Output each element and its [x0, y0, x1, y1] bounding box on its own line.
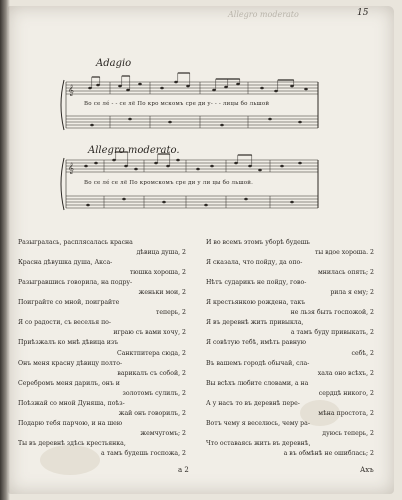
lyrics-line-2: Во се ле́ се лё По кромскомъ сре ди у ли цы бо льшой. — [84, 180, 254, 186]
verse-line: Нѣтъ сударикъ не пойду, гово- — [206, 279, 307, 287]
signature-mark: а 2 — [178, 466, 189, 474]
verse-line: мнилась опять; 2 — [317, 269, 374, 277]
verse-line: теперь, 2 — [155, 309, 186, 317]
verse-line: Онъ меня красну дѣвицу полто- — [18, 359, 123, 367]
verse-line: не льзя быть госпожой, 2 — [290, 309, 374, 317]
verse-line: женьки мои, 2 — [138, 289, 186, 297]
verse-line: ты вдое хороша. 2 — [314, 249, 374, 257]
staff-1-upper — [66, 82, 318, 94]
verse-line: Вотъ чему я веселюсь, чему ра- — [206, 419, 310, 427]
verse-line: дуюсь теперь, 2 — [322, 429, 374, 437]
page-number: 15 — [357, 8, 369, 18]
verse-line: Серебромъ меня дарилъ, онъ и — [18, 379, 120, 387]
verse-line: Поѣзжай со мной Дуняша, поѣз- — [18, 399, 125, 407]
verse-line: рила я ему; 2 — [330, 289, 374, 297]
verse-line: а тамъ будешь госпожа, 2 — [101, 449, 186, 457]
verse-line: Я совѣтую тебѣ, имѣть равную — [206, 339, 306, 347]
verse-line: Вы всѣхъ любите словами, а на — [206, 379, 309, 387]
verse-line: Ты въ деревнѣ здѣсь крестьянка, — [18, 439, 126, 447]
show-through-header: Allegro moderato — [228, 10, 299, 19]
svg-text:𝄞: 𝄞 — [68, 85, 74, 96]
verse-line: сердцѣ никого, 2 — [318, 389, 374, 397]
verse-line: тюшка хороша, 2 — [129, 269, 186, 277]
verse-line: варикалъ съ собой, 2 — [117, 369, 186, 377]
staff-1-lower — [66, 116, 318, 128]
verse-line: Санктпитера сюда, 2 — [116, 349, 186, 357]
verse-line: жемчугомъ; 2 — [140, 429, 186, 437]
verse-line: Разыгравшись говорила, на подру- — [18, 279, 133, 287]
verse-line: Разыгралась, расплясалась красна — [18, 239, 133, 246]
verse-line: Что оставаясь жить въ деревнѣ, — [206, 439, 311, 447]
verse-column-left — [18, 238, 188, 459]
verse-line: хала оно всѣхъ, 2 — [317, 369, 374, 377]
verse-line: а тамъ буду привыкать, 2 — [290, 329, 374, 337]
verse-line: Подарю тебя парчою, и на шею — [18, 419, 123, 427]
verse-line: Поиграйте со мной, поиграйте — [18, 299, 120, 307]
verse-line: Я сказала, что пойду, да опо- — [206, 259, 303, 267]
verse-line: Въ вашемъ городѣ обычай, сла- — [206, 359, 310, 367]
lyrics-line-1: Во се ле́ - - се лё По кро мскомъ сре ди у- - - лицы бо льшой — [84, 101, 270, 107]
tempo-marking-1: Adagio — [96, 58, 132, 69]
verse-line: золотомъ сулилъ, 2 — [122, 389, 186, 397]
verse-line: жай онъ говорилъ, 2 — [118, 409, 186, 417]
verse-line: Приѣзжалъ ко мнѣ дѣвица изъ — [18, 339, 119, 347]
verse-line: себѣ, 2 — [351, 349, 374, 357]
verse-line: Красна дѣвушка душа, Акса- — [18, 259, 113, 267]
verse-line: а въ обмѣнѣ не ошиблась; 2 — [283, 449, 374, 457]
verse-line: А у насъ то въ деревнѣ пере- — [206, 399, 300, 407]
verse-line: Я со радости, съ веселья по- — [18, 319, 112, 327]
verse-line: И во всемъ этомъ уборѣ будешь — [206, 239, 310, 246]
verse-line: дѣвица душа, 2 — [136, 249, 186, 257]
tempo-marking-2: Allegro moderato. — [88, 145, 180, 156]
verse-line: мѣна простота, 2 — [318, 409, 374, 417]
verse-line: Я въ деревнѣ жить привыкла, — [206, 319, 304, 327]
verse-column-right — [206, 238, 376, 459]
verse-line: Я крестьянкою рождена, такъ — [206, 299, 306, 307]
catchword: Ахъ — [360, 466, 374, 474]
verse-line: играю съ вами хочу, 2 — [113, 329, 186, 337]
svg-text:𝄞: 𝄞 — [68, 163, 74, 174]
